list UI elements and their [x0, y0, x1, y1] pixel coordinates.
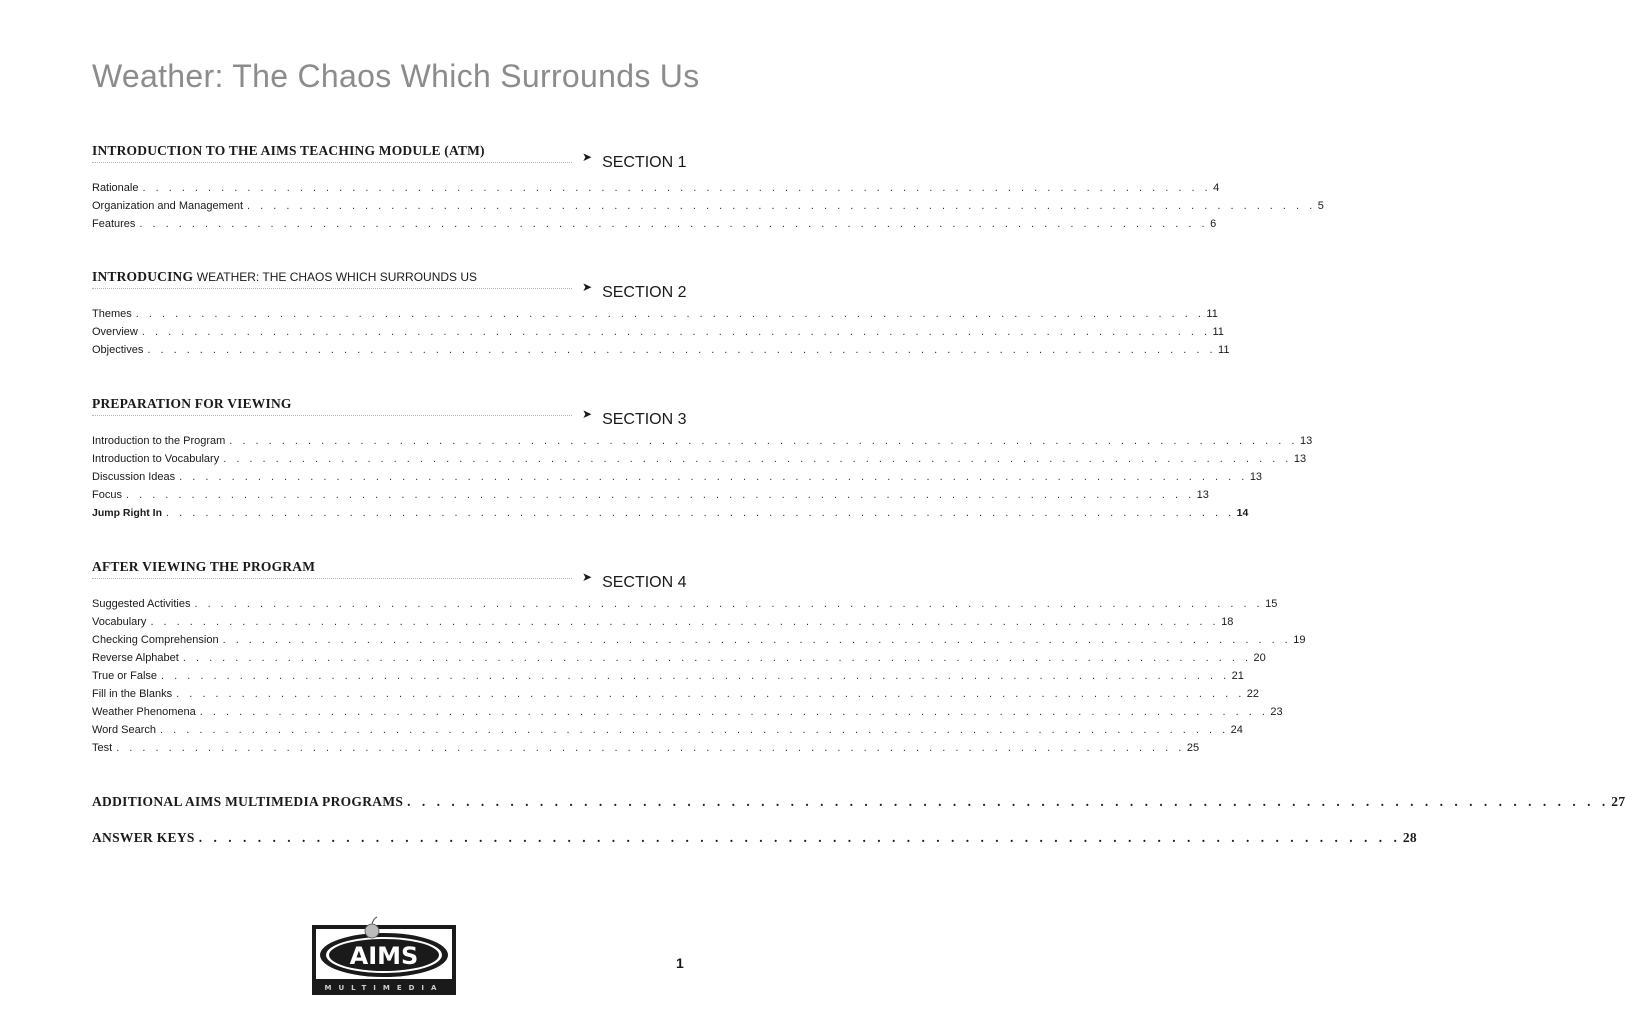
toc-entry-label: Word Search: [92, 724, 156, 736]
toc-entry-page: 15: [1265, 598, 1278, 610]
section-marker-label: SECTION 4: [602, 574, 687, 591]
logo-subtext: MULTIMEDIA: [324, 984, 444, 992]
toc-entry-page: 13: [1196, 489, 1209, 501]
toc-section-4: [92, 558, 1306, 757]
toc-entry[interactable]: [92, 667, 1244, 685]
leader-dots: . . . . . . . . . . . . . . . . . . . . . . . . . . . . . . . . . . . . . . . . . . . . . . . . . . . . . . . . . . . . . . . . . . . . . . . . . . . . . . . . . .: [199, 706, 1269, 718]
toc-entry-label: Organization and Management: [92, 200, 244, 212]
leader-dots: . . . . . . . . . . . . . . . . . . . . . . . . . . . . . . . . . . . . . . . . . . . . . . . . . . . . . . . . . . . . . . . . . . . . . . . . . . . . . . . . . .: [160, 724, 1229, 736]
section-heading-bold: AFTER VIEWING THE PROGRAM: [92, 559, 316, 574]
toc-entry-label: Introduction to the Program: [92, 435, 226, 447]
toc-entry[interactable]: [92, 649, 1266, 667]
leader-dots: . . . . . . . . . . . . . . . . . . . . . . . . . . . . . . . . . . . . . . . . . . . . . . . . . . . . . . . . . . . . . . . . . . . . . . . . . . . . . . . . . .: [194, 598, 1264, 610]
toc-entry-page: 28: [1402, 830, 1417, 845]
section-heading-bold: PREPARATION FOR VIEWING: [92, 396, 292, 411]
leader-dots: . . . . . . . . . . . . . . . . . . . . . . . . . . . . . . . . . . . . . . . . . . . . . . . . . . . . . . . . . . . . . . . . . . . . . . . . . . . . . . . . . .: [407, 794, 1610, 809]
toc-entry-label: True or False: [92, 670, 158, 682]
section-marker: [582, 407, 687, 429]
toc-entry-label: Suggested Activities: [92, 598, 191, 610]
toc-entry-label: Objectives: [92, 344, 144, 356]
toc-entry[interactable]: [92, 468, 1263, 486]
leader-dots: . . . . . . . . . . . . . . . . . . . . . . . . . . . . . . . . . . . . . . . . . . . . . . . . . . . . . . . . . . . . . . . . . . . . . . . . . . . . . . . . . .: [229, 435, 1298, 447]
arrow-icon: ➤: [582, 150, 593, 164]
toc-entry-label: Weather Phenomena: [92, 706, 196, 718]
toc-entry[interactable]: [92, 179, 1220, 197]
section-heading: [92, 395, 572, 416]
toc-entry-label: Test: [92, 742, 113, 754]
section-heading-bold: INTRODUCING: [92, 269, 194, 284]
toc-entry-page: 14: [1236, 507, 1249, 519]
toc-entry-additional-programs[interactable]: [92, 794, 1625, 810]
toc-entry[interactable]: [92, 703, 1283, 721]
leader-dots: . . . . . . . . . . . . . . . . . . . . . . . . . . . . . . . . . . . . . . . . . . . . . . . . . . . . . . . . . . . . . . . . . . . . . . . . . . . . . . . . . .: [247, 200, 1316, 212]
leader-dots: . . . . . . . . . . . . . . . . . . . . . . . . . . . . . . . . . . . . . . . . . . . . . . . . . . . . . . . . . . . . . . . . . . . . . . . . . . . . . . . . . .: [141, 326, 1211, 338]
toc-section-2: [92, 268, 1230, 359]
toc-entry[interactable]: [92, 215, 1217, 233]
toc-entry[interactable]: [92, 739, 1200, 757]
toc-entry-label: Themes: [92, 308, 132, 320]
toc-entry[interactable]: [92, 341, 1230, 359]
section-heading: [92, 558, 572, 579]
toc-entry[interactable]: [92, 432, 1313, 450]
section-heading: [92, 142, 572, 163]
toc-entry-page: 20: [1253, 652, 1266, 664]
toc-entry-page: 4: [1213, 182, 1220, 194]
section-marker-label: SECTION 2: [602, 284, 687, 301]
leader-dots: . . . . . . . . . . . . . . . . . . . . . . . . . . . . . . . . . . . . . . . . . . . . . . . . . . . . . . . . . . . . . . . . . . . . . . . . . . . . . . . . . .: [150, 616, 1220, 628]
toc-entry-page: 25: [1186, 742, 1200, 754]
arrow-icon: ➤: [582, 407, 593, 421]
section-marker-label: SECTION 1: [602, 154, 687, 171]
leader-dots: . . . . . . . . . . . . . . . . . . . . . . . . . . . . . . . . . . . . . . . . . . . . . . . . . . . . . . . . . . . . . . . . . . . . . . . . . . . . . . . . . .: [139, 218, 1209, 230]
toc-entry-page: 5: [1317, 200, 1324, 212]
toc-entry-answer-keys[interactable]: [92, 830, 1417, 846]
toc-entry-page: 23: [1270, 706, 1283, 718]
toc-entry-label: Jump Right In: [92, 507, 162, 519]
toc-entry-page: 11: [1212, 326, 1224, 338]
toc-entry-label: ADDITIONAL AIMS MULTIMEDIA PROGRAMS: [92, 794, 404, 809]
toc-entry-label: Focus: [92, 489, 122, 501]
toc-entry[interactable]: [92, 486, 1209, 504]
leader-dots: . . . . . . . . . . . . . . . . . . . . . . . . . . . . . . . . . . . . . . . . . . . . . . . . . . . . . . . . . . . . . . . . . . . . . . . . . . . . . . . . . .: [166, 507, 1235, 519]
toc-entry-page: 24: [1230, 724, 1243, 736]
toc-entry-label: Features: [92, 218, 136, 230]
toc-entry[interactable]: [92, 323, 1224, 341]
toc-entry-label: ANSWER KEYS: [92, 830, 195, 845]
toc-entry[interactable]: [92, 504, 1249, 522]
toc-entry-label: Reverse Alphabet: [92, 652, 179, 664]
toc-entry-label: Rationale: [92, 182, 139, 194]
toc-entry[interactable]: [92, 305, 1218, 323]
toc-section-1: [92, 142, 1324, 233]
leader-dots: . . . . . . . . . . . . . . . . . . . . . . . . . . . . . . . . . . . . . . . . . . . . . . . . . . . . . . . . . . . . . . . . . . . . . . . . . . . . . . . . . .: [182, 652, 1252, 664]
aims-multimedia-logo: [312, 915, 456, 995]
toc-section-3: [92, 395, 1313, 522]
leader-dots: . . . . . . . . . . . . . . . . . . . . . . . . . . . . . . . . . . . . . . . . . . . . . . . . . . . . . . . . . . . . . . . . . . . . . . . . . . . . . . . . . .: [161, 670, 1230, 682]
toc-entry-label: Vocabulary: [92, 616, 147, 628]
toc-entry[interactable]: [92, 613, 1234, 631]
arrow-icon: ➤: [582, 280, 593, 294]
toc-entry-page: 13: [1249, 471, 1263, 483]
toc-entry-label: Fill in the Blanks: [92, 688, 173, 700]
toc-entry[interactable]: [92, 197, 1324, 215]
toc-entry-page: 11: [1218, 344, 1230, 356]
section-marker: [582, 150, 687, 172]
toc-entry-page: 6: [1210, 218, 1217, 230]
toc-entry-label: Discussion Ideas: [92, 471, 176, 483]
section-marker: [582, 570, 687, 592]
leader-dots: . . . . . . . . . . . . . . . . . . . . . . . . . . . . . . . . . . . . . . . . . . . . . . . . . . . . . . . . . . . . . . . . . . . . . . . . . . . . . . . . . .: [198, 830, 1401, 845]
toc-entry[interactable]: [92, 685, 1259, 703]
arrow-icon: ➤: [582, 570, 593, 584]
toc-entry-page: 13: [1299, 435, 1313, 447]
toc-entry-page: 22: [1246, 688, 1259, 700]
toc-entry-page: 21: [1231, 670, 1244, 682]
toc-entry-label: Overview: [92, 326, 138, 338]
leader-dots: . . . . . . . . . . . . . . . . . . . . . . . . . . . . . . . . . . . . . . . . . . . . . . . . . . . . . . . . . . . . . . . . . . . . . . . . . . . . . . . . . .: [142, 182, 1212, 194]
logo-text: AIMS: [349, 942, 419, 970]
toc-entry[interactable]: [92, 631, 1306, 649]
toc-entry-page: 27: [1611, 794, 1625, 809]
toc-entry-page: 19: [1293, 634, 1306, 646]
page-number: 1: [676, 955, 684, 971]
section-marker-label: SECTION 3: [602, 411, 687, 428]
leader-dots: . . . . . . . . . . . . . . . . . . . . . . . . . . . . . . . . . . . . . . . . . . . . . . . . . . . . . . . . . . . . . . . . . . . . . . . . . . . . . . . . . .: [125, 489, 1195, 501]
toc-entry-label: Introduction to Vocabulary: [92, 453, 220, 465]
leader-dots: . . . . . . . . . . . . . . . . . . . . . . . . . . . . . . . . . . . . . . . . . . . . . . . . . . . . . . . . . . . . . . . . . . . . . . . . . . . . . . . . . .: [222, 634, 1292, 646]
toc-entry[interactable]: [92, 595, 1278, 613]
leader-dots: . . . . . . . . . . . . . . . . . . . . . . . . . . . . . . . . . . . . . . . . . . . . . . . . . . . . . . . . . . . . . . . . . . . . . . . . . . . . . . . . . .: [176, 688, 1245, 700]
toc-entry[interactable]: [92, 721, 1243, 739]
toc-entry-page: 11: [1206, 308, 1218, 320]
page-title: Weather: The Chaos Which Surrounds Us: [92, 58, 700, 94]
toc-entry[interactable]: [92, 450, 1307, 468]
leader-dots: . . . . . . . . . . . . . . . . . . . . . . . . . . . . . . . . . . . . . . . . . . . . . . . . . . . . . . . . . . . . . . . . . . . . . . . . . . . . . . . . . .: [116, 742, 1185, 754]
section-heading: [92, 268, 572, 289]
toc-entry-page: 18: [1221, 616, 1234, 628]
section-heading-bold: INTRODUCTION TO THE AIMS TEACHING MODULE (ATM): [92, 143, 485, 158]
leader-dots: . . . . . . . . . . . . . . . . . . . . . . . . . . . . . . . . . . . . . . . . . . . . . . . . . . . . . . . . . . . . . . . . . . . . . . . . . . . . . . . . . .: [147, 344, 1217, 356]
toc-entry-page: 13: [1293, 453, 1307, 465]
leader-dots: . . . . . . . . . . . . . . . . . . . . . . . . . . . . . . . . . . . . . . . . . . . . . . . . . . . . . . . . . . . . . . . . . . . . . . . . . . . . . . . . . .: [223, 453, 1292, 465]
section-heading-plain: WEATHER: THE CHAOS WHICH SURROUNDS US: [196, 270, 478, 284]
toc-entry-label: Checking Comprehension: [92, 634, 219, 646]
leader-dots: . . . . . . . . . . . . . . . . . . . . . . . . . . . . . . . . . . . . . . . . . . . . . . . . . . . . . . . . . . . . . . . . . . . . . . . . . . . . . . . . . .: [179, 471, 1248, 483]
section-marker: [582, 280, 687, 302]
leader-dots: . . . . . . . . . . . . . . . . . . . . . . . . . . . . . . . . . . . . . . . . . . . . . . . . . . . . . . . . . . . . . . . . . . . . . . . . . . . . . . . . . .: [135, 308, 1205, 320]
